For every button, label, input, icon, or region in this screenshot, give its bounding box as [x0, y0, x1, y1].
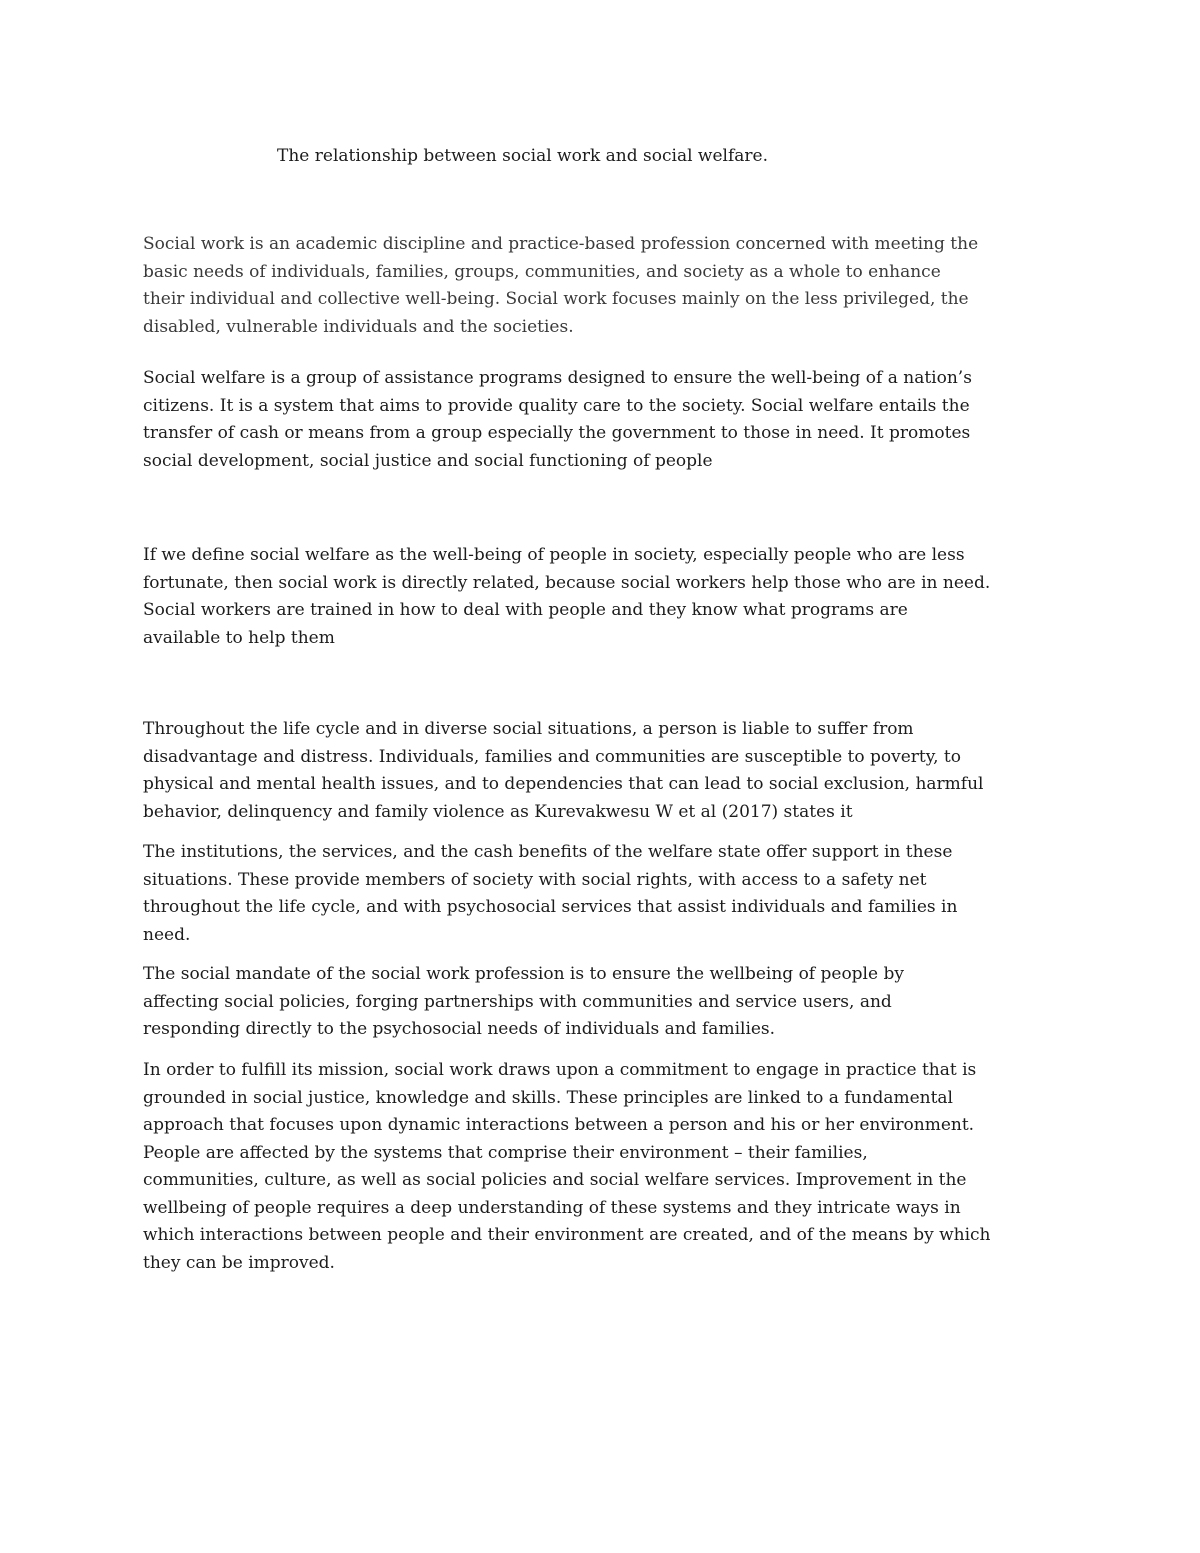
- paragraph-line: need.: [143, 924, 191, 945]
- paragraph-line: they can be improved.: [143, 1252, 335, 1273]
- paragraph-line: If we define social welfare as the well-being of people in society, especially people who are less: [143, 545, 965, 565]
- paragraph-line: grounded in social justice, knowledge and skills. These principles are linked to a fundamental: [143, 1087, 953, 1108]
- paragraph-line: disabled, vulnerable individuals and the societies.: [143, 316, 574, 337]
- paragraph-line: which interactions between people and their environment are created, and of the means by which: [143, 1225, 991, 1245]
- document-title: The relationship between social work and social welfare.: [277, 146, 768, 166]
- paragraph-line: situations. These provide members of society with social rights, with access to a safety net: [143, 869, 927, 890]
- paragraph-line: fortunate, then social work is directly related, because social workers help those who are in need.: [143, 572, 991, 593]
- paragraph-line: Social work is an academic discipline and practice-based profession concerned with meeting the: [143, 234, 979, 254]
- paragraph-line: transfer of cash or means from a group especially the government to those in need. It promotes: [143, 423, 971, 443]
- paragraph-line: throughout the life cycle, and with psychosocial services that assist individuals and families in: [143, 897, 958, 917]
- paragraph-social-mandate: [143, 961, 1058, 1044]
- paragraph-mission: [143, 1057, 1058, 1277]
- paragraph-line: social development, social justice and social functioning of people: [143, 450, 713, 471]
- paragraph-line: People are affected by the systems that comprise their environment – their families,: [143, 1142, 868, 1163]
- paragraph-line: Throughout the life cycle and in diverse social situations, a person is liable to suffer from: [143, 719, 914, 739]
- paragraph-line: responding directly to the psychosocial needs of individuals and families.: [143, 1019, 776, 1039]
- paragraph-line: their individual and collective well-being. Social work focuses mainly on the less privileged, the: [143, 289, 969, 309]
- paragraph-line: physical and mental health issues, and to dependencies that can lead to social exclusion, harmful: [143, 774, 984, 794]
- paragraph-line: affecting social policies, forging partnerships with communities and service users, and: [143, 991, 892, 1012]
- paragraph-social-work-definition: [143, 231, 1058, 341]
- paragraph-life-cycle: [143, 716, 1058, 826]
- paragraph-line: The institutions, the services, and the cash benefits of the welfare state offer support in these: [143, 842, 953, 862]
- paragraph-line: Social welfare is a group of assistance programs designed to ensure the well-being of a nation’s: [143, 368, 972, 388]
- paragraph-line: communities, culture, as well as social policies and social welfare services. Improvement in the: [143, 1170, 967, 1190]
- paragraph-relationship: [143, 542, 1058, 652]
- paragraph-line: The social mandate of the social work profession is to ensure the wellbeing of people by: [143, 964, 904, 984]
- paragraph-line: In order to fulfill its mission, social work draws upon a commitment to engage in practice that is: [143, 1060, 977, 1080]
- paragraph-social-welfare-definition: [143, 365, 1058, 475]
- paragraph-line: citizens. It is a system that aims to provide quality care to the society. Social welfare entails the: [143, 395, 970, 416]
- paragraph-line: wellbeing of people requires a deep understanding of these systems and they intricate ways in: [143, 1197, 961, 1218]
- paragraph-welfare-institutions: [143, 839, 1058, 949]
- paragraph-line: disadvantage and distress. Individuals, families and communities are susceptible to poverty, to: [143, 746, 961, 767]
- paragraph-line: Social workers are trained in how to deal with people and they know what programs are: [143, 600, 908, 620]
- paragraph-line: behavior, delinquency and family violence as Kurevakwesu W et al (2017) states it: [143, 801, 853, 822]
- paragraph-line: available to help them: [143, 627, 335, 648]
- paragraph-line: basic needs of individuals, families, groups, communities, and society as a whole to enhance: [143, 261, 941, 282]
- paragraph-line: approach that focuses upon dynamic interactions between a person and his or her environment.: [143, 1115, 975, 1135]
